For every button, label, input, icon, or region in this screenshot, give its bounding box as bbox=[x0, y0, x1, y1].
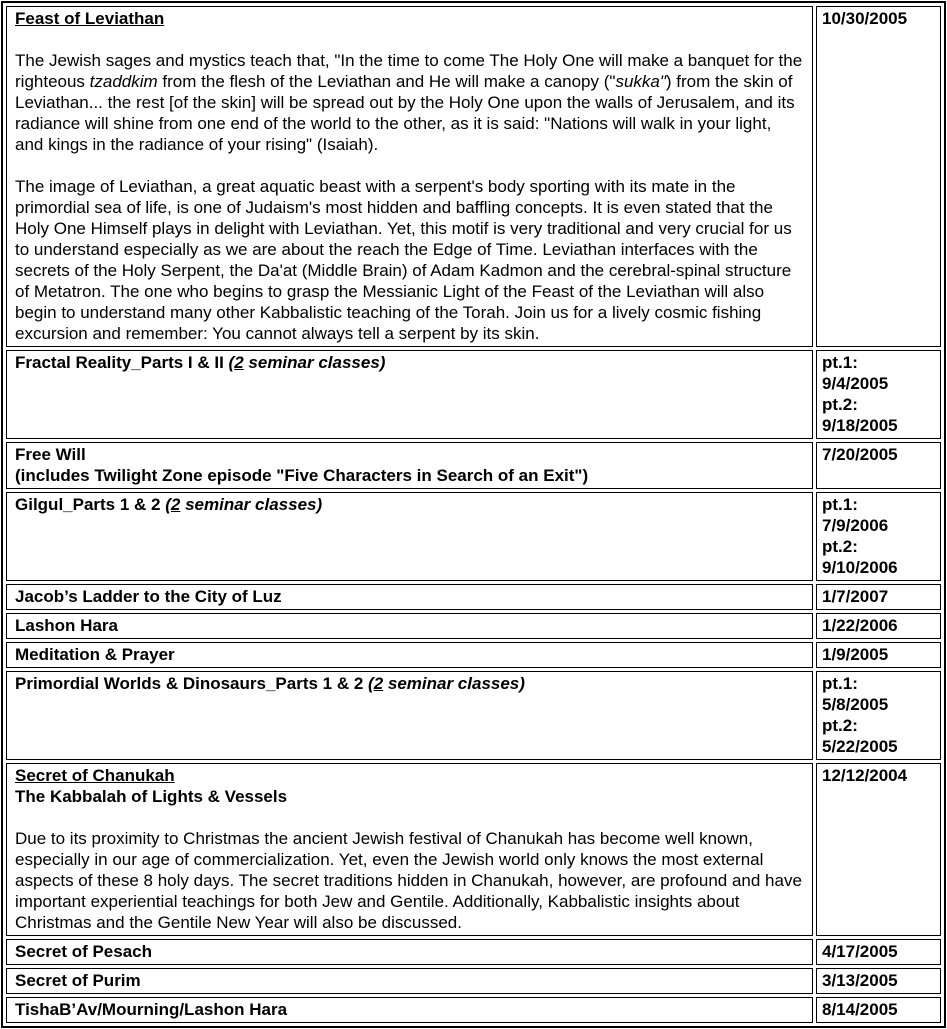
course-date: 9/4/2005 bbox=[822, 374, 889, 393]
course-date: pt.2: bbox=[822, 537, 858, 556]
course-row bbox=[6, 968, 941, 994]
course-title bbox=[15, 970, 804, 991]
text-segment: (includes Twilight Zone episode "Five Characters in Search of an Exit") bbox=[15, 466, 589, 485]
text-segment: TishaB’Av/Mourning/Lashon Hara bbox=[15, 1000, 288, 1019]
course-date: 1/7/2007 bbox=[822, 587, 889, 606]
text-segment: 2 bbox=[234, 353, 244, 372]
course-title-line bbox=[15, 941, 804, 962]
course-cell bbox=[6, 613, 813, 639]
text-segment: Lashon Hara bbox=[15, 616, 118, 635]
course-date: 1/9/2005 bbox=[822, 645, 889, 664]
course-description bbox=[15, 176, 804, 344]
text-segment: 2 bbox=[170, 495, 181, 514]
course-row bbox=[6, 442, 941, 489]
course-cell bbox=[6, 350, 813, 439]
text-segment: Jacob’s Ladder to the City of Luz bbox=[15, 587, 282, 606]
course-row bbox=[6, 763, 941, 936]
course-date-cell bbox=[816, 997, 941, 1023]
seminar-table bbox=[1, 1, 946, 1028]
course-row bbox=[6, 671, 941, 760]
course-row bbox=[6, 350, 941, 439]
course-cell bbox=[6, 997, 813, 1023]
course-date: 7/9/2006 bbox=[822, 516, 889, 535]
course-date-cell bbox=[816, 642, 941, 668]
text-segment: seminar classes) bbox=[180, 495, 323, 514]
course-date: 4/17/2005 bbox=[822, 942, 898, 961]
text-segment: Gilgul_Parts 1 & 2 bbox=[15, 495, 166, 514]
course-cell bbox=[6, 968, 813, 994]
text-segment: The Kabbalah of Lights & Vessels bbox=[15, 787, 288, 806]
text-segment: 2 bbox=[373, 674, 384, 693]
course-title-line bbox=[15, 786, 804, 807]
course-title-line bbox=[15, 494, 804, 515]
text-segment: Secret of Chanukah bbox=[15, 766, 175, 785]
course-row bbox=[6, 642, 941, 668]
course-title bbox=[15, 765, 804, 807]
text-segment: The Jewish sages and mystics teach that, "In the time to come The Holy One will make a banquet for the righteous bbox=[15, 51, 803, 91]
course-date: 9/18/2005 bbox=[822, 416, 898, 435]
course-cell bbox=[6, 442, 813, 489]
course-date-cell bbox=[816, 584, 941, 610]
course-cell bbox=[6, 763, 813, 936]
course-date-cell bbox=[816, 671, 941, 760]
course-cell bbox=[6, 642, 813, 668]
text-segment: ( bbox=[165, 495, 171, 514]
course-title bbox=[15, 673, 804, 694]
course-row bbox=[6, 613, 941, 639]
course-title bbox=[15, 494, 804, 515]
text-segment: Primordial Worlds & Dinosaurs_Parts 1 & 2 bbox=[15, 674, 369, 693]
text-segment: sukka" bbox=[615, 72, 666, 91]
text-segment: from the flesh of the Leviathan and He will make a canopy (" bbox=[157, 72, 616, 91]
course-date-cell bbox=[816, 968, 941, 994]
course-row bbox=[6, 6, 941, 347]
course-title-line bbox=[15, 765, 804, 786]
course-description bbox=[15, 828, 804, 933]
text-segment: ( bbox=[368, 674, 374, 693]
course-title-line bbox=[15, 970, 804, 991]
course-date: pt.1: bbox=[822, 674, 858, 693]
course-date: pt.1: bbox=[822, 495, 858, 514]
course-date-cell bbox=[816, 492, 941, 581]
text-segment: Free Will bbox=[15, 445, 86, 464]
course-title bbox=[15, 586, 804, 607]
course-title-line bbox=[15, 444, 804, 465]
course-title-line bbox=[15, 673, 804, 694]
text-segment: Secret of Purim bbox=[15, 971, 141, 990]
course-date: pt.2: bbox=[822, 716, 858, 735]
course-row bbox=[6, 492, 941, 581]
course-title bbox=[15, 615, 804, 636]
course-row bbox=[6, 584, 941, 610]
course-cell bbox=[6, 671, 813, 760]
course-date: 12/12/2004 bbox=[822, 766, 908, 785]
course-title bbox=[15, 644, 804, 665]
course-date: 1/22/2006 bbox=[822, 616, 898, 635]
course-cell bbox=[6, 939, 813, 965]
text-segment: tzaddkim bbox=[89, 72, 158, 91]
seminar-table-body bbox=[6, 6, 941, 1023]
text-segment: ) from the skin of Leviathan... the rest [of the skin] will be spread out by the Holy One upon the walls of Jerusalem, and its radiance will shine from one end of the world to the other, as it is said: "Nations will walk in your light, and kings in the radiance of your rising" (Isaiah). bbox=[15, 72, 795, 154]
course-description bbox=[15, 50, 804, 155]
course-date: pt.1: bbox=[822, 353, 858, 372]
course-title bbox=[15, 999, 804, 1020]
course-title-line bbox=[15, 8, 804, 29]
course-row bbox=[6, 939, 941, 965]
course-title-line bbox=[15, 465, 804, 486]
course-title-line bbox=[15, 352, 804, 373]
course-cell bbox=[6, 492, 813, 581]
text-segment: Feast of Leviathan bbox=[15, 9, 165, 28]
text-segment: seminar classes) bbox=[383, 674, 525, 693]
course-title bbox=[15, 444, 804, 486]
course-date: 3/13/2005 bbox=[822, 971, 898, 990]
course-date: pt.2: bbox=[822, 395, 858, 414]
course-date-cell bbox=[816, 6, 941, 347]
course-title bbox=[15, 8, 804, 29]
course-date: 5/22/2005 bbox=[822, 737, 898, 756]
text-segment: Meditation & Prayer bbox=[15, 645, 175, 664]
course-title-line bbox=[15, 999, 804, 1020]
text-segment: Fractal Reality_Parts I & II bbox=[15, 353, 229, 372]
text-segment: The image of Leviathan, a great aquatic beast with a serpent's body sporting with its mate in the primordial sea of life, is one of Judaism's most hidden and baffling concepts. It is even stated that the Holy One Himself plays in delight with Leviathan. Yet, this motif is very traditional and very crucial for us to understand especially as we are about the reach the Edge of Time. Leviathan interfaces with the secrets of the Holy Serpent, the Da'at (Middle Brain) of Adam Kadmon and the cerebral-spinal structure of Metatron. The one who begins to grasp the Messianic Light of the Feast of the Leviathan will also begin to understand many other Kabbalistic teaching of the Torah. Join us for a lively cosmic fishing excursion and remember: You cannot always tell a serpent by its skin. bbox=[15, 177, 792, 343]
text-segment: Secret of Pesach bbox=[15, 942, 153, 961]
course-title bbox=[15, 352, 804, 373]
course-cell bbox=[6, 6, 813, 347]
course-date: 7/20/2005 bbox=[822, 445, 898, 464]
course-title-line bbox=[15, 644, 804, 665]
course-date: 9/10/2006 bbox=[822, 558, 898, 577]
course-row bbox=[6, 997, 941, 1023]
course-title bbox=[15, 941, 804, 962]
course-date: 5/8/2005 bbox=[822, 695, 889, 714]
course-date-cell bbox=[816, 350, 941, 439]
course-date-cell bbox=[816, 613, 941, 639]
course-title-line bbox=[15, 586, 804, 607]
text-segment: Due to its proximity to Christmas the ancient Jewish festival of Chanukah has become well known, especially in our age of commercialization. Yet, even the Jewish world only knows the most external aspects of these 8 holy days. The secret traditions hidden in Chanukah, however, are profound and have important experiential teachings for both Jew and Gentile. Additionally, Kabbalistic insights about Christmas and the Gentile New Year will also be discussed. bbox=[15, 829, 802, 932]
course-title-line bbox=[15, 615, 804, 636]
course-date-cell bbox=[816, 763, 941, 936]
course-date-cell bbox=[816, 939, 941, 965]
text-segment: ( bbox=[228, 353, 235, 372]
course-cell bbox=[6, 584, 813, 610]
course-date: 10/30/2005 bbox=[822, 9, 908, 28]
course-date-cell bbox=[816, 442, 941, 489]
text-segment: seminar classes) bbox=[243, 353, 386, 372]
course-date: 8/14/2005 bbox=[822, 1000, 898, 1019]
